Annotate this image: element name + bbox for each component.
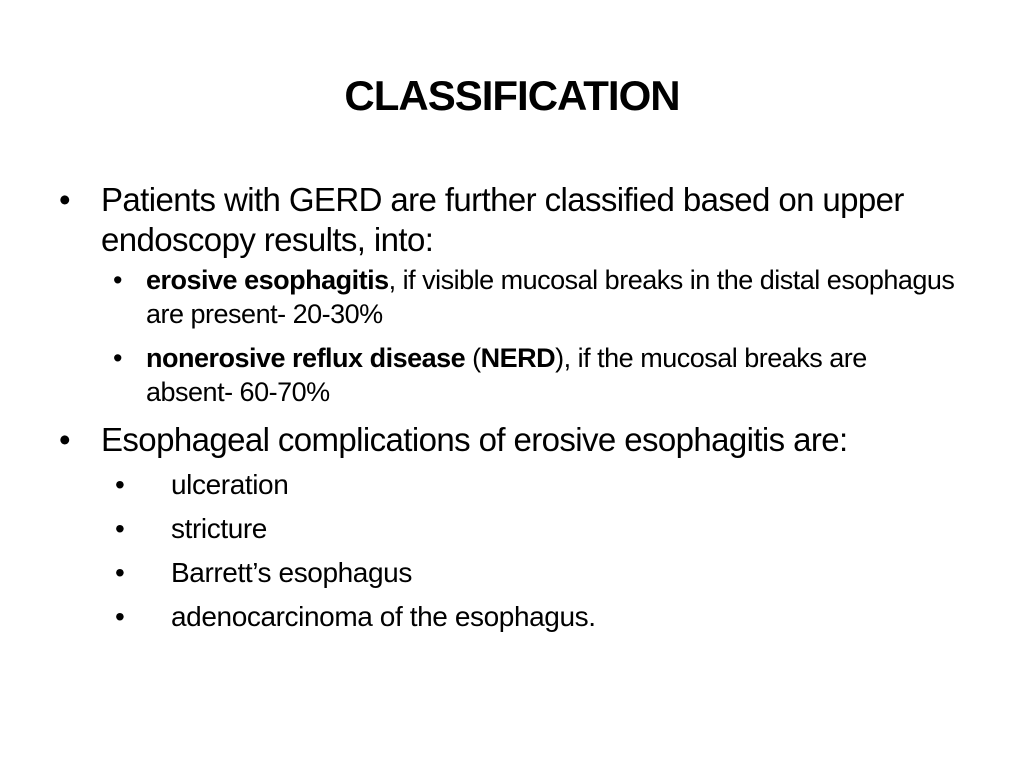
term-nonerosive-reflux-disease: nonerosive reflux disease: [146, 343, 466, 373]
term-erosive-esophagitis: erosive esophagitis: [146, 265, 389, 295]
complication-stricture: [57, 507, 957, 551]
complication-text: adenocarcinoma of the esophagus.: [171, 601, 596, 632]
bullet-dot-icon: •: [113, 343, 122, 373]
complication-barretts-esophagus: [57, 551, 957, 595]
bullet-dot-icon: •: [113, 265, 122, 295]
bullet-dot-icon: •: [115, 469, 125, 500]
slide-title: CLASSIFICATION: [344, 72, 680, 119]
paren-open: (: [465, 343, 481, 373]
bullet-dot-icon: •: [115, 557, 125, 588]
complication-ulceration: [57, 463, 957, 507]
bullet-dot-icon: •: [115, 513, 125, 544]
bullet-text: Esophageal complications of erosive esophagitis are:: [101, 421, 848, 458]
sub-bullet-text: ), if the mucosal breaks are absent- 60-70%: [146, 343, 867, 407]
complication-text: Barrett’s esophagus: [171, 557, 412, 588]
sub-bullet-nerd: [57, 341, 957, 409]
complication-adenocarcinoma: [57, 595, 957, 639]
bullet-gerd-classification: [57, 180, 957, 260]
slide-body: [57, 180, 957, 639]
complication-text: stricture: [171, 513, 267, 544]
sub-bullet-text: , if visible mucosal breaks in the distal esophagus are present- 20-30%: [146, 265, 955, 329]
term-nerd: NERD: [480, 343, 556, 373]
bullet-text: Patients with GERD are further classified based on upper endoscopy results, into:: [101, 181, 904, 258]
bullet-dot-icon: •: [59, 181, 70, 218]
complication-text: ulceration: [171, 469, 289, 500]
bullet-dot-icon: •: [59, 421, 70, 458]
sub-bullet-erosive-esophagitis: [57, 263, 957, 331]
bullet-dot-icon: •: [115, 601, 125, 632]
bullet-complications: [57, 420, 957, 460]
